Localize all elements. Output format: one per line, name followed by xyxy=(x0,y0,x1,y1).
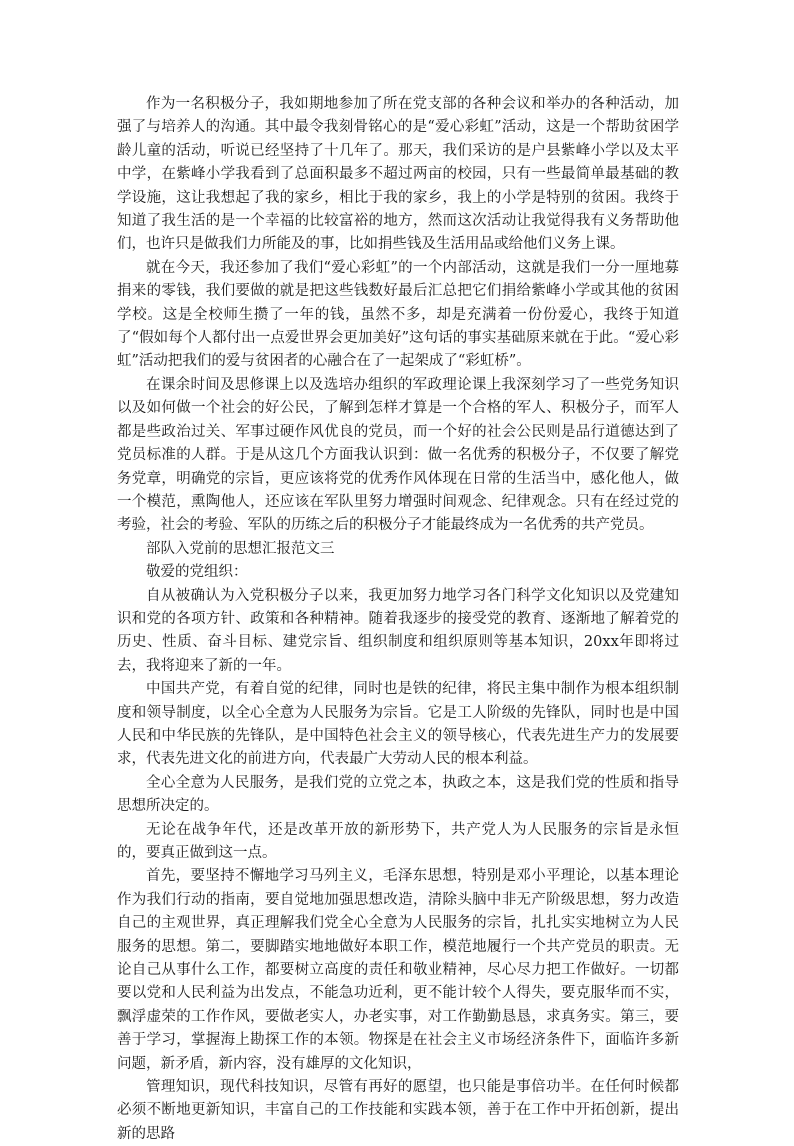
salutation: 敬爱的党组织： xyxy=(146,564,248,581)
paragraph: 管理知识，现代科技知识，尽管有再好的愿望，也只能是事倍功半。在任何时候都必须不断地更新知识，丰富自己的工作技能和实践本领，善于在工作中开拓创新，提出新的思路 xyxy=(117,1079,679,1142)
paragraph: 就在今天，我还参加了我们“爱心彩虹”的一个内部活动，这就是我们一分一厘地募捐来的零钱，我们要做的就是把这些钱数好最后汇总把它们捐给紫峰小学或其他的贫困学校。这是全校师生攒了一年的钱，虽然不多，却是充满着一份份爱心，我终于知道了“假如每个人都付出一点爱世界会更加美好”这句话的事实基础原来就在于此。“爱心彩虹”活动把我们的爱与贫困者的心融合在了一起架成了“彩虹桥”。 xyxy=(117,259,679,370)
paragraph: 无论在战争年代，还是改革开放的新形势下，共产党人为人民服务的宗旨是永恒的，要真正做到这一点。 xyxy=(117,821,679,861)
paragraph: 作为一名积极分子，我如期地参加了所在党支部的各种会议和举办的各种活动，加强了与培养人的沟通。其中最令我刻骨铭心的是“爱心彩虹”活动，这是一个帮助贫困学龄儿童的活动，听说已经坚持了十几年了。那天，我们采访的是户县紫峰小学以及太平中学，在紫峰小学我看到了总面积最多不超过两亩的校园，只有一些最简单最基础的教学设施，这让我想起了我的家乡，相比于我的家乡，我上的小学是特别的贫困。我终于知道了我生活的是一个幸福的比较富裕的地方，然而这次活动让我觉得我有义务帮助他们，也许只是做我们力所能及的事，比如捐些钱及生活用品或给他们义务上课。 xyxy=(117,96,679,253)
document-body xyxy=(117,93,679,1146)
section-heading: 部队入党前的思想汇报范文三 xyxy=(146,540,335,557)
paragraph: 自从被确认为入党积极分子以来，我更加努力地学习各门科学文化知识以及党建知识和党的各项方针、政策和各种精神。随着我逐步的接受党的教育、逐渐地了解着党的历史、性质、奋斗目标、建党宗旨、组织制度和组织原则等基本知识，20xx年即将过去，我将迎来了新的一年。 xyxy=(117,587,679,674)
paragraph: 在课余时间及思修课上以及选培办组织的军政理论课上我深刻学习了一些党务知识以及如何做一个社会的好公民，了解到怎样才算是一个合格的军人、积极分子，而军人都是些政治过关、军事过硬作风优良的党员，而一个好的社会公民则是品行道德达到了党员标准的人群。于是从这几个方面我认识到：做一名优秀的积极分子，不仅要了解党务党章，明确党的宗旨，更应该将党的优秀作风体现在日常的生活当中，感化他人，做一个模范，熏陶他人，还应该在军队里努力增强时间观念、纪律观念。只有在经过党的考验，社会的考验、军队的历练之后的积极分子才能最终成为一名优秀的共产党员。 xyxy=(117,376,679,534)
paragraph: 首先，要坚持不懈地学习马列主义，毛泽东思想，特别是邓小平理论，以基本理论作为我们行动的指南，要自觉地加强思想改造，清除头脑中非无产阶级思想，努力改造自己的主观世界，真正理解我们党全心全意为人民服务的宗旨，扎扎实实地树立为人民服务的思想。第二，要脚踏实地地做好本职工作，模范地履行一个共产党员的职责。无论自己从事什么工作，都要树立高度的责任和敬业精神，尽心尽力把工作做好。一切都要以党和人民利益为出发点，不能急功近利，更不能计较个人得失，要克服华而不实，飘浮虚荣的工作作风，要做老实人，办老实事，对工作勤勤恳恳，求真务实。第三，要善于学习，掌握海上勘探工作的本领。物探是在社会主义市场经济条件下，面临许多新问题，新矛盾，新内容，没有雄厚的文化知识， xyxy=(117,868,679,1072)
paragraph: 全心全意为人民服务，是我们党的立党之本，执政之本，这是我们党的性质和指导思想所决定的。 xyxy=(117,774,679,815)
paragraph: 中国共产党，有着自觉的纪律，同时也是铁的纪律，将民主集中制作为根本组织制度和领导制度，以全心全意为人民服务为宗旨。它是工人阶级的先锋队，同时也是中国人民和中华民族的先锋队，是中国特色社会主义的领导核心，代表先进生产力的发展要求，代表先进文化的前进方向，代表最广大劳动人民的根本利益。 xyxy=(117,681,679,768)
